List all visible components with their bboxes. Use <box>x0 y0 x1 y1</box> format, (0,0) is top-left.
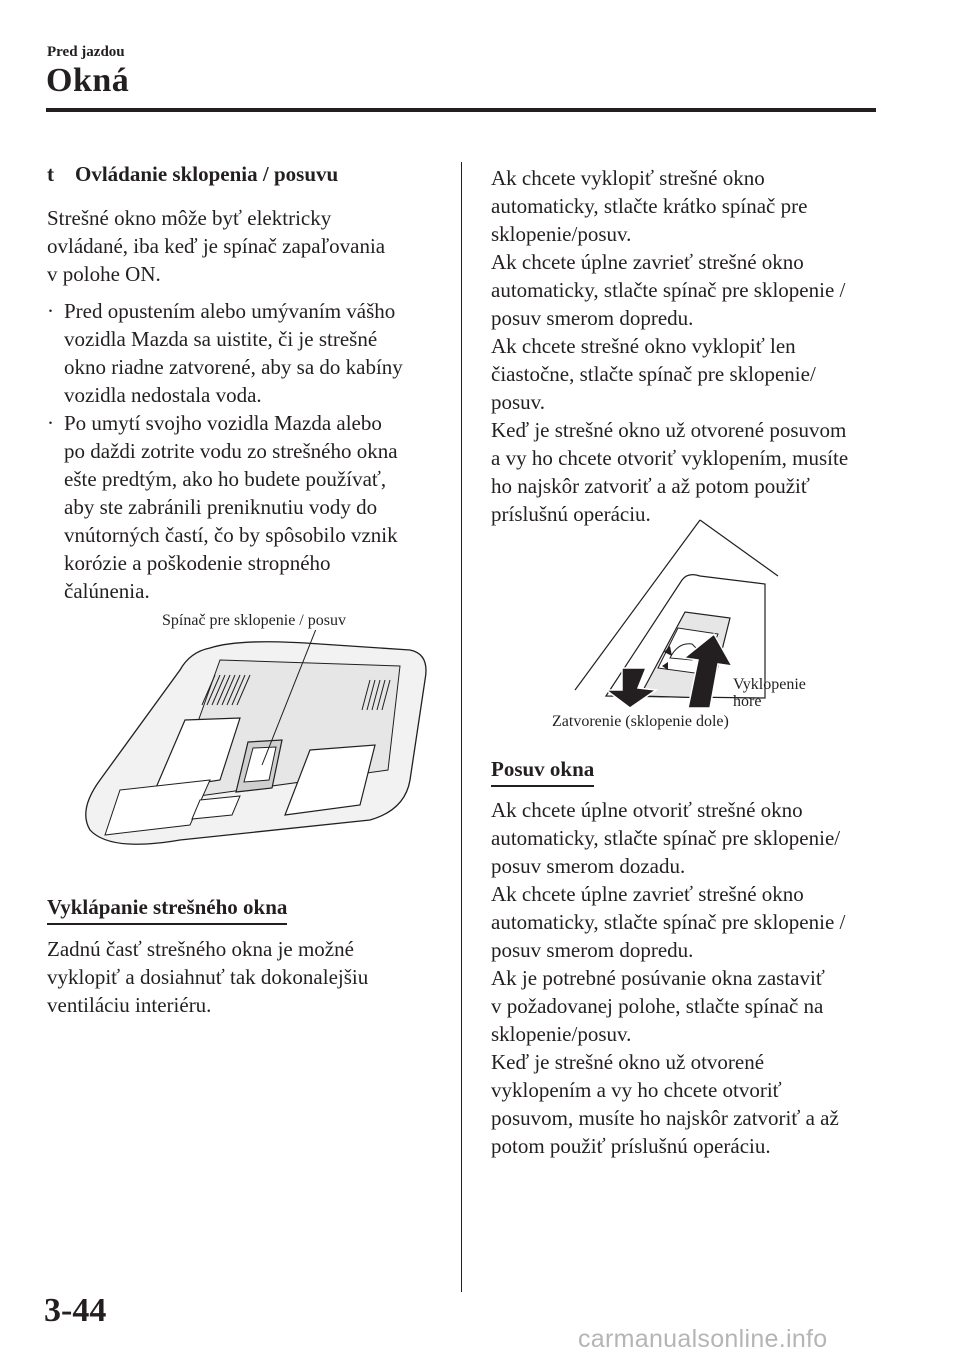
bullet-list <box>47 297 447 605</box>
bullet-line: Po umytí svojho vozidla Mazda alebo <box>64 411 382 435</box>
slide-window-paragraph <box>491 796 891 1160</box>
slide-window-line: posuv smerom dozadu. <box>491 854 686 878</box>
figure2-label-tilt-up <box>733 676 806 710</box>
tilt-instructions-paragraph <box>491 164 891 528</box>
tilt-window-line: ventiláciu interiéru. <box>47 993 212 1017</box>
tilt-instruction-line: príslušnú operáciu. <box>491 502 651 526</box>
slide-window-line: v požadovanej polohe, stlačte spínač na <box>491 994 824 1018</box>
bullet-line: vozidla Mazda sa uistite, či je strešné <box>64 327 378 351</box>
bullet-dot: · <box>47 411 54 435</box>
slide-window-line: Ak chcete úplne zavrieť strešné okno <box>491 882 804 906</box>
header-rule <box>46 108 876 112</box>
slide-window-line: vyklopením a vy ho chcete otvoriť <box>491 1078 782 1102</box>
bullet-line: ešte predtým, ako ho budete používať, <box>64 467 387 491</box>
bullet-line: vozidla nedostala voda. <box>64 383 262 407</box>
figure2-label-close: Zatvorenie (sklopenie dole) <box>552 713 729 730</box>
tilt-instruction-line: Ak chcete vyklopiť strešné okno <box>491 166 765 190</box>
tilt-instruction-line: posuv. <box>491 390 546 414</box>
heading-marker: t <box>47 162 54 186</box>
column-divider <box>461 162 462 1292</box>
slide-window-line: Keď je strešné okno už otvorené <box>491 1050 765 1074</box>
bullet-line: vnútorných častí, čo by spôsobilo vznik <box>64 523 398 547</box>
slide-window-line: automaticky, stlačte spínač pre sklopenie/ <box>491 826 841 850</box>
intro-line: v polohe ON. <box>47 262 161 286</box>
slide-window-line: potom použiť príslušnú operáciu. <box>491 1134 771 1158</box>
overhead-console-figure <box>70 630 440 870</box>
bullet-item <box>47 409 447 605</box>
tilt-instruction-line: a vy ho chcete otvoriť vyklopením, musíte <box>491 446 849 470</box>
slide-window-line: sklopenie/posuv. <box>491 1022 632 1046</box>
tilt-instruction-line: automaticky, stlačte krátko spínač pre <box>491 194 808 218</box>
tilt-instruction-line: Ak chcete strešné okno vyklopiť len <box>491 334 796 358</box>
section-label: Pred jazdou <box>47 44 125 60</box>
tilt-window-heading: Vyklápanie strešného okna <box>47 895 287 925</box>
tilt-instruction-line: ho najskôr zatvoriť a až potom použiť <box>491 474 810 498</box>
intro-line: ovládané, iba keď je spínač zapaľovania <box>47 234 386 258</box>
bullet-line: aby ste zabránili preniknutiu vody do <box>64 495 378 519</box>
intro-paragraph <box>47 204 447 288</box>
watermark-link[interactable]: carmanualsonline.info <box>578 1325 828 1353</box>
bullet-line: po daždi zotrite vodu zo strešného okna <box>64 439 398 463</box>
tilt-window-line: vyklopiť a dosiahnuť tak dokonalejšiu <box>47 965 369 989</box>
slide-window-line: Ak chcete úplne otvoriť strešné okno <box>491 798 803 822</box>
tilt-slide-heading <box>47 162 338 187</box>
tilt-slide-heading-text: Ovládanie sklopenia / posuvu <box>75 162 339 186</box>
slide-window-line: automaticky, stlačte spínač pre sklopenie / <box>491 910 846 934</box>
bullet-item <box>47 297 447 409</box>
bullet-line: čalúnenia. <box>64 579 150 603</box>
chapter-title: Okná <box>46 62 130 99</box>
slide-window-line: posuvom, musíte ho najskôr zatvoriť a až <box>491 1106 839 1130</box>
slide-window-line: posuv smerom dopredu. <box>491 938 694 962</box>
tilt-window-paragraph <box>47 935 447 1019</box>
slide-window-heading: Posuv okna <box>491 757 594 787</box>
bullet-line: okno riadne zatvorené, aby sa do kabíny <box>64 355 403 379</box>
tilt-window-line: Zadnú časť strešného okna je možné <box>47 937 354 961</box>
bullet-dot: · <box>47 299 54 323</box>
tilt-instruction-line: Ak chcete úplne zavrieť strešné okno <box>491 250 804 274</box>
slide-window-line: Ak je potrebné posúvanie okna zastaviť <box>491 966 825 990</box>
tilt-instruction-line: čiastočne, stlačte spínač pre sklopenie/ <box>491 362 816 386</box>
tilt-instruction-line: sklopenie/posuv. <box>491 222 632 246</box>
tilt-instruction-line: Keď je strešné okno už otvorené posuvom <box>491 418 847 442</box>
bullet-line: korózie a poškodenie stropného <box>64 551 331 575</box>
bullet-line: Pred opustením alebo umývaním vášho <box>64 299 396 323</box>
figure1-callout-label: Spínač pre sklopenie / posuv <box>162 612 346 629</box>
page-number: 3-44 <box>44 1292 107 1329</box>
figure2-label-tilt-up-line: Vyklopenie <box>733 676 806 693</box>
figure2-label-tilt-up-line: hore <box>733 693 762 710</box>
tilt-instruction-line: posuv smerom dopredu. <box>491 306 694 330</box>
tilt-instruction-line: automaticky, stlačte spínač pre sklopenie / <box>491 278 846 302</box>
intro-line: Strešné okno môže byť elektricky <box>47 206 332 230</box>
